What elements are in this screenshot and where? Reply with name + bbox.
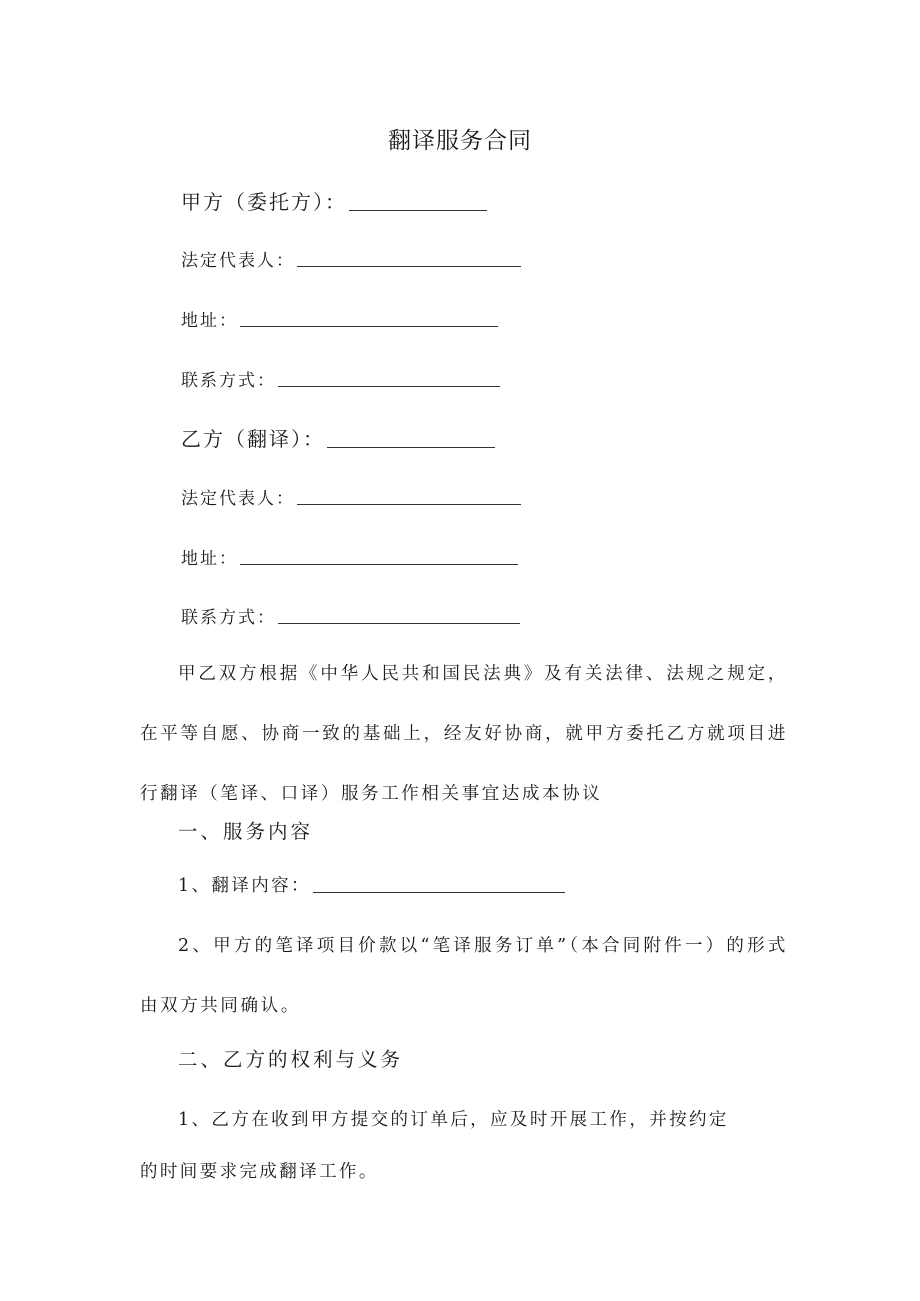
party-b-legal-rep-label: 法定代表人： <box>181 489 295 509</box>
party-a-legal-rep-label: 法定代表人： <box>181 251 295 271</box>
translation-content-blank <box>313 891 565 893</box>
section-2-item-1-line-1: 1、乙方在收到甲方提交的订单后，应及时开展工作，并按约定 <box>178 1110 729 1130</box>
party-b-address-blank <box>240 563 518 565</box>
party-b-address-row <box>181 544 518 569</box>
party-a-contact-blank <box>278 385 500 387</box>
party-a-heading: 甲方（委托方）： <box>181 190 347 214</box>
party-a-contact-row <box>181 366 500 391</box>
party-b-contact-label: 联系方式： <box>181 608 276 628</box>
party-b-legal-rep-row <box>181 484 521 509</box>
party-b-heading-row <box>181 423 495 452</box>
party-a-address-blank <box>240 325 498 327</box>
party-a-address-label: 地址： <box>181 311 238 331</box>
party-a-legal-rep-row <box>181 246 521 271</box>
party-b-legal-rep-blank <box>297 503 521 505</box>
document-title: 翻译服务合同 <box>388 128 532 154</box>
section-1-item-1-row <box>178 872 565 897</box>
section-2-heading: 二、乙方的权利与义务 <box>178 1048 404 1071</box>
section-2-item-1-line-2: 的时间要求完成翻译工作。 <box>140 1162 379 1182</box>
party-a-address-row <box>181 306 498 331</box>
section-1-item-1-label: 1、翻译内容： <box>178 876 311 896</box>
party-b-address-label: 地址： <box>181 549 238 569</box>
section-1-heading: 一、服务内容 <box>178 820 314 843</box>
party-b-contact-row <box>181 603 520 628</box>
section-1-item-2: 2、甲方的笔译项目价款以“笔译服务订单”（本合同附件一）的形式由双方共同确认。 <box>140 936 788 1016</box>
party-b-contact-blank <box>278 622 520 624</box>
party-b-name-blank <box>327 446 495 448</box>
party-a-legal-rep-blank <box>297 265 521 267</box>
preamble-paragraph: 甲乙双方根据《中华人民共和国民法典》及有关法律、法规之规定，在平等自愿、协商一致的基础上，经友好协商，就甲方委托乙方就项目进行翻译（笔译、口译）服务工作相关事宜达成本协议 <box>140 664 788 804</box>
party-a-heading-row <box>181 186 487 215</box>
party-b-heading: 乙方（翻译）： <box>181 427 325 451</box>
party-a-contact-label: 联系方式： <box>181 371 276 391</box>
party-a-name-blank <box>349 209 487 211</box>
